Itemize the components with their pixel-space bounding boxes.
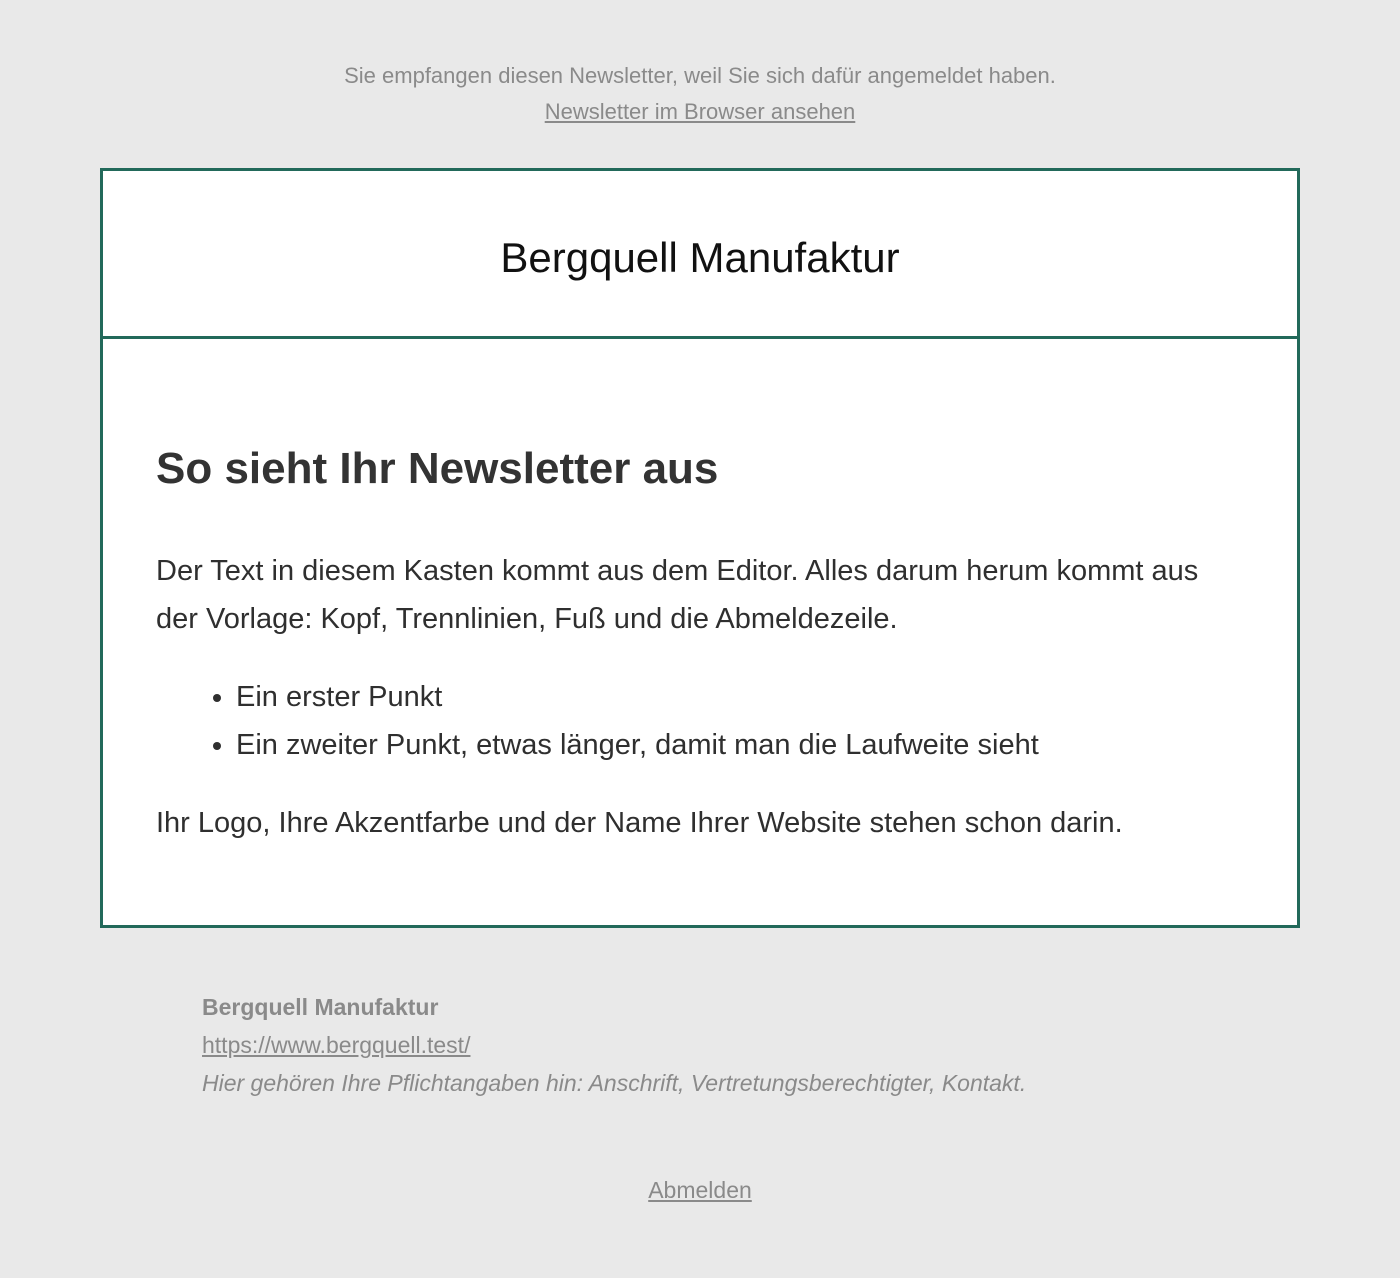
footer-company-name: Bergquell Manufaktur	[202, 994, 439, 1020]
card-header	[103, 171, 1297, 339]
outro-paragraph: Ihr Logo, Ihre Akzentfarbe und der Name Ihrer Website stehen schon darin.	[156, 807, 1123, 839]
view-in-browser-link[interactable]: Newsletter im Browser ansehen	[544, 99, 856, 124]
bullet-list	[156, 673, 1244, 769]
intro-paragraph: Der Text in diesem Kasten kommt aus dem Editor. Alles darum herum kommt aus der Vorlage: Kopf, Trennlinien, Fuß und die Abmeldezeile.	[156, 555, 1199, 635]
newsletter-card	[100, 168, 1300, 928]
brand-name: Bergquell Manufaktur	[500, 233, 900, 281]
footer-website-link[interactable]: https://www.bergquell.test/	[202, 1032, 471, 1058]
list-item: • Ein zweiter Punkt, etwas länger, damit man die Laufweite sieht	[236, 721, 1244, 769]
preheader	[0, 58, 1400, 130]
unsubscribe-row	[0, 1172, 1400, 1208]
headline: So sieht Ihr Newsletter aus	[156, 444, 719, 493]
list-item: • Ein erster Punkt	[236, 673, 1244, 721]
footer-legal-note: Hier gehören Ihre Pflichtangaben hin: Anschrift, Vertretungsberechtigter, Kontakt.	[202, 1070, 1027, 1096]
preheader-text: Sie empfangen diesen Newsletter, weil Sie sich dafür angemeldet haben.	[344, 63, 1056, 88]
footer	[202, 988, 1202, 1102]
card-body	[103, 443, 1297, 847]
unsubscribe-link[interactable]: Abmelden	[648, 1177, 752, 1203]
